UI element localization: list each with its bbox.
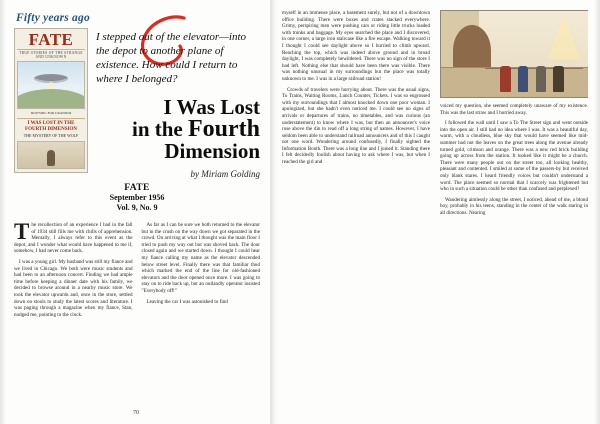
headline-line-2: in the Fourth [131, 116, 260, 142]
cover-bottom-illustration [17, 141, 85, 169]
illustration-figure [536, 66, 546, 92]
railway-station-illustration [440, 10, 588, 98]
issue-date: September 1956 [109, 193, 165, 202]
cover-masthead: FATE [17, 31, 85, 50]
headline-line-1: I Was Lost [163, 95, 260, 119]
page-number-left: 70 [133, 410, 139, 416]
magazine-cover-thumbnail [14, 28, 88, 173]
left-body-columns [14, 222, 260, 407]
body-text: he recollection of an experience I had in the fall of 1934 still fills me with chills of apprehension. Mentally, I always refer to this event as the depot, and I wonder what would have happened to me if, somehow, I had never come back. [14, 222, 133, 255]
right-column-1 [282, 10, 430, 414]
headline-line-3: Dimension [164, 139, 260, 163]
cover-art-caption: DOWSING FOR URANIUM [30, 111, 72, 115]
flying-saucer-icon [34, 74, 68, 83]
article-byline: by Miriam Golding [190, 169, 260, 179]
article-deck [96, 30, 260, 86]
body-paragraph: Wandering aimlessly along the street, I noticed, ahead of me, a blond boy, probably in his teens, standing in the center of the walk staring in all directions. Nearing [440, 196, 588, 216]
body-paragraph: Leaving the car I was astonished to find [146, 298, 228, 305]
illustration-figure [553, 66, 563, 92]
figure-shape [47, 150, 55, 166]
right-page [272, 0, 600, 424]
illustration-figure [500, 66, 510, 92]
body-paragraph: As far as I can be sure we both returned to the elevator but in the crush on the way down we got separated in the crowd. On arriving at what I thought was the main floor I tried to push my way out but was shoved back. The door closed again and we started down. I thought I could hear my fiance calling my name as the elevator descended below street level. Finally there was that familiar thud which marked the end of the line for old-fashioned elevators and the door opened once more. I was going to stay on to ride back up, but an outlandly operator insisted "Everybody off!" [141, 222, 260, 294]
deck-and-headline [96, 28, 260, 179]
kicker-fifty-years-ago: Fifty years ago [16, 12, 90, 24]
right-column-2 [440, 10, 588, 414]
cover-illustration [17, 61, 85, 109]
cover-headlines [17, 118, 85, 139]
left-page-top-area [14, 28, 260, 179]
article-headline [96, 96, 260, 162]
cover-headline-1: I WAS LOST IN THE FOURTH DIMENSION [25, 121, 77, 132]
hill-shape [17, 89, 85, 108]
body-paragraph [14, 222, 133, 255]
issue-title: FATE [124, 183, 150, 193]
body-paragraph: I was a young girl. My husband was still my fiance and we lived in Chicago. We both were music students and had been to an afternoon concert. Finding we had ample time before keeping a dinner date with his family, we decided to browse around in a nearby music store. We took the elevator upwards and, once in the store, settled down on stools to study the latest scores and literature. I was paging through a magazine when my fiance, Stan, nudged me, pointing to the clock. [14, 258, 133, 318]
illustration-floor [441, 67, 588, 97]
issue-volume: Vol. 9, No. 9 [116, 203, 158, 212]
left-page [0, 0, 272, 424]
body-paragraph: I followed the wall until I saw a To The Street sign and went outside into the open air. I still had no idea where I was. It was a beautiful day, warm, with a cloudless, blue sky that would have seemed like mid-summer had not the leaves on the great trees along the avenue already turned gold, crimson and orange. There was a new red brick building going up across from the station. It looked like it might be a church. There were many people out on the street too, all looking healthy, pleasant and contented. I smiled at some of the passers-by but received only blank stares. I heard friendly voices but couldn't understand a word. The place seemed so normal that I scarcely was frightened but who in such a situation could be other than confused and perplexed? [440, 120, 588, 193]
body-paragraph: myself in an immense place, a basement surely, but not of a downtown office building. There were boxes and crates stacked everywhere. Grimy, perspiring men were pushing cars or riding little trucks loaded with trunks and baggage. My eyes searched the place and I discovered, in one corner, a large iron staircase like a fire escape. Walking toward it I thought I could see daylight above so I hurried to climb upward. Reaching the top, which was indeed above ground and in broad daylight, I was completely bewildered. There was no sign of the store I had left. Nothing else that should have been there was visible. There was nothing unusual in my surroundings but the place was totally unknown to me. I was in a large railroad station! [282, 10, 430, 82]
illustration-figure [518, 66, 528, 92]
cover-subtitle: TRUE STORIES OF THE STRANGE AND UNKNOWN [19, 51, 83, 59]
body-paragraph: voiced my question, she seemed completely unaware of my existence. This was the last straw and I hurried away. [440, 103, 588, 116]
cover-headline-2: THE MYSTERY OF THE WOLF [23, 133, 79, 138]
body-paragraph: Crowds of travelers were hurrying about. There was the usual signs, To Trains, Waiting Rooms, Lunch Counter, Tickets. I was so engrossed with my surroundings that I almost knocked down one poor woman. I apologized, but she hadn't even noticed me. I could see no signs of arrivals or departures of trains, no timetables, and was curious (an understatement) to know where I was, but then an announcer's voice rose above the din to read off a long string of names. However, I have seldom been able to understand railroad announcers and of this I caught not one word. Wondering around confusedly, I finally sighted the Information Booth. There was a long line and I joined it. Standing there I felt decidedly foolish about having to ask where I was, but when I reached the girl and [282, 86, 430, 166]
issue-identification [14, 183, 260, 213]
deck-text: I stepped out of the elevator—into the depot to another plane of existence. How could I return to where I belonged? [96, 31, 246, 85]
right-body-columns [282, 10, 588, 414]
dropcap: T [14, 222, 30, 244]
